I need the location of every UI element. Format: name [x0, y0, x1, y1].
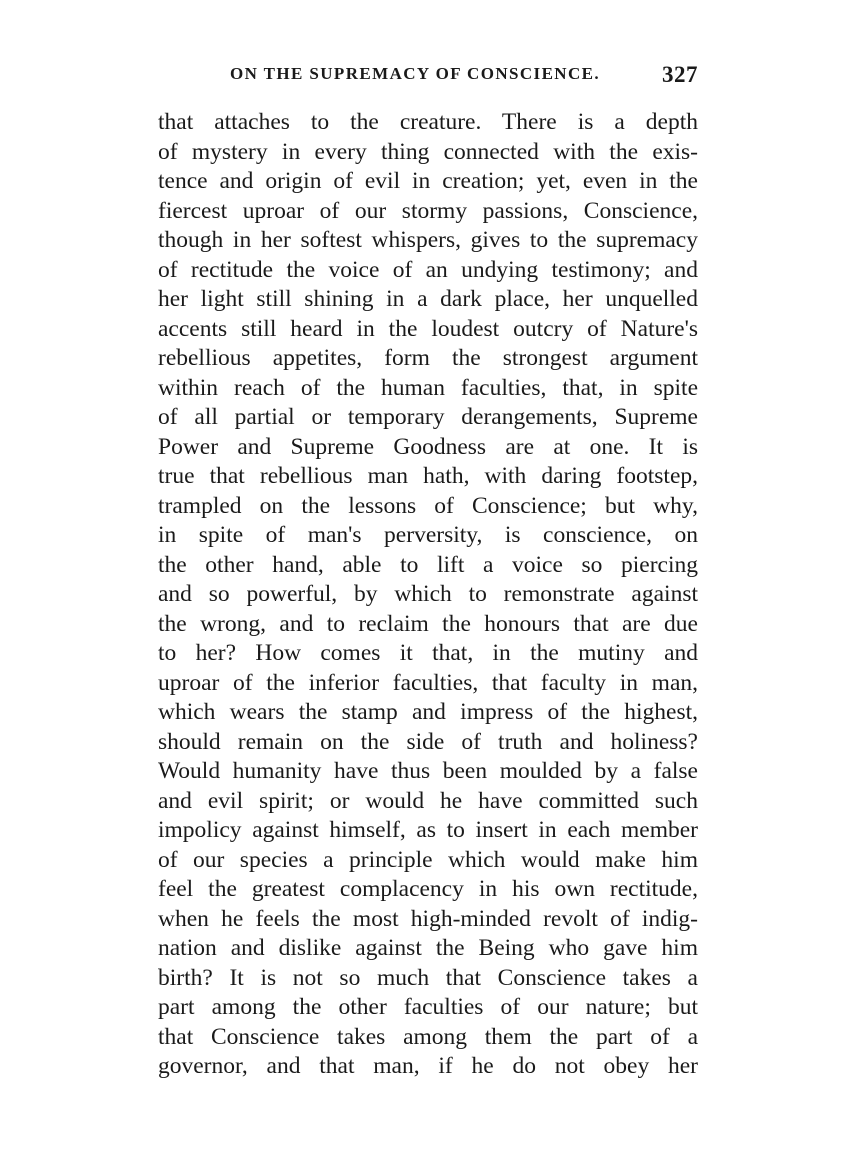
text-line: should remain on the side of truth and holiness? [158, 728, 698, 755]
text-line: the other hand, able to lift a voice so piercing [158, 551, 698, 578]
text-line: fiercest uproar of our stormy passions, Conscience, [158, 197, 698, 224]
text-line: though in her softest whispers, gives to the supremacy [158, 227, 698, 253]
text-line: true that rebellious man hath, with daring footstep, [158, 463, 698, 489]
text-line: of all partial or temporary derangements, Supreme [158, 404, 698, 430]
text-line: uproar of the inferior faculties, that faculty in man, [158, 669, 698, 696]
text-line: impolicy against himself, as to insert in each member [158, 817, 698, 843]
page-number: 327 [662, 62, 698, 87]
text-line: to her? How comes it that, in the mutiny and [158, 640, 698, 666]
text-line: tence and origin of evil in creation; yet, even in the [158, 168, 698, 194]
text-line: that attaches to the creature. There is a depth [158, 109, 698, 135]
text-line: and so powerful, by which to remonstrate against [158, 581, 698, 607]
body-text [158, 108, 698, 1082]
text-line: within reach of the human faculties, that, in spite [158, 374, 698, 401]
text-line: that Conscience takes among them the part of a [158, 1023, 698, 1050]
text-line: birth? It is not so much that Conscience takes a [158, 964, 698, 991]
text-line: and evil spirit; or would he have committed such [158, 787, 698, 814]
text-line: of our species a principle which would make him [158, 846, 698, 873]
text-line: Power and Supreme Goodness are at one. It is [158, 433, 698, 460]
text-line: accents still heard in the loudest outcry of Nature's [158, 315, 698, 342]
text-line: governor, and that man, if he do not obey her [158, 1053, 698, 1079]
running-title: ON THE SUPREMACY OF CONSCIENCE. [230, 64, 601, 83]
text-line: in spite of man's perversity, is conscience, on [158, 522, 698, 548]
text-line: of rectitude the voice of an undying testimony; and [158, 256, 698, 283]
text-line: Would humanity have thus been moulded by a false [158, 758, 698, 784]
text-line: part among the other faculties of our nature; but [158, 994, 698, 1020]
text-line: the wrong, and to reclaim the honours that are due [158, 610, 698, 637]
text-line: when he feels the most high-minded revolt of indig- [158, 905, 698, 932]
text-line: of mystery in every thing connected with the exis- [158, 138, 698, 165]
text-line: which wears the stamp and impress of the highest, [158, 699, 698, 725]
text-line: rebellious appetites, form the strongest argument [158, 345, 698, 371]
text-line: her light still shining in a dark place, her unquelled [158, 286, 698, 312]
text-line: feel the greatest complacency in his own rectitude, [158, 876, 698, 902]
running-head [158, 62, 698, 88]
text-line: trampled on the lessons of Conscience; but why, [158, 492, 698, 519]
text-line: nation and dislike against the Being who gave him [158, 935, 698, 961]
